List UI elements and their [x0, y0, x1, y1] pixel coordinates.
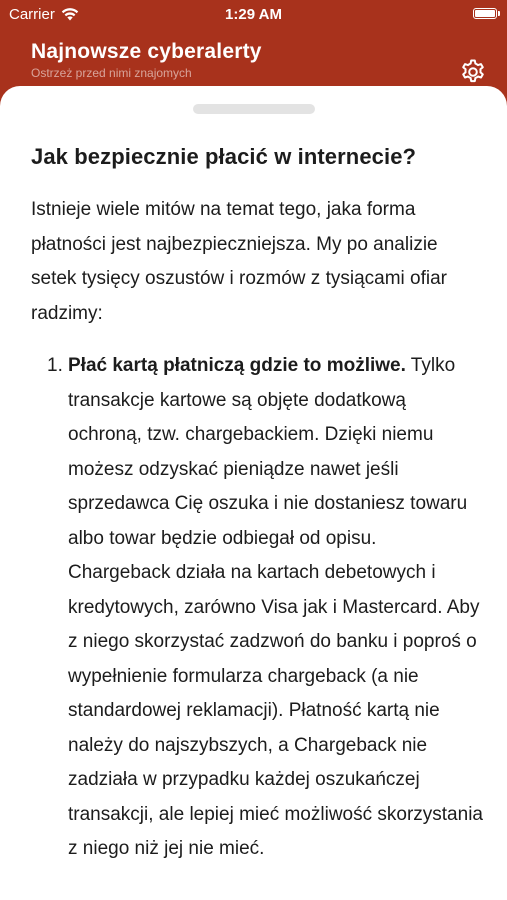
article-sheet [0, 86, 507, 900]
article-title: Jak bezpiecznie płacić w internecie? [31, 144, 417, 169]
tip-heading: Płać kartą płatniczą gdzie to możliwe. [68, 355, 406, 376]
status-time: 1:29 AM [225, 6, 282, 23]
gear-icon[interactable] [459, 58, 487, 86]
battery-icon [473, 8, 497, 19]
sheet-grabber-handle[interactable] [193, 104, 315, 114]
background-header [31, 40, 507, 80]
tips-list [31, 349, 483, 867]
list-item [31, 349, 483, 867]
status-bar [0, 0, 507, 28]
carrier-label: Carrier [9, 6, 55, 23]
screen-title: Najnowsze cyberalerty [31, 40, 262, 63]
tip-body: Tylko transakcje kartowe są objęte dodatkową ochroną, tzw. chargebackiem. Dzięki niemu możesz odzyskać pieniądze nawet jeśli sprzedawca Cię oszuka i nie dostaniesz towaru albo towar będzie odbiegał od opisu. Chargeback działa na kartach debetowych i kredytowych, zarówno Visa jak i Mastercard. Aby z niego skorzystać zadzwoń do banku i poproś o wypełnienie formularza chargeback (a nie standardowej reklamacji). Płatność kartą nie należy do najszybszych, a Chargeback nie zadziała w przypadku każdej oszukańczej transakcji, ale lepiej mieć możliwość skorzystania z niego niż jej nie mieć. [68, 355, 483, 859]
tip-number: 1. [47, 355, 63, 376]
article-content [31, 144, 483, 867]
screen-subtitle: Ostrzeż przed nimi znajomych [31, 66, 192, 80]
article-intro: Istnieje wiele mitów na temat tego, jaka forma płatności jest najbezpieczniejsza. My po analizie setek tysięcy oszustów i rozmów z tysiącami ofiar radzimy: [31, 199, 448, 324]
